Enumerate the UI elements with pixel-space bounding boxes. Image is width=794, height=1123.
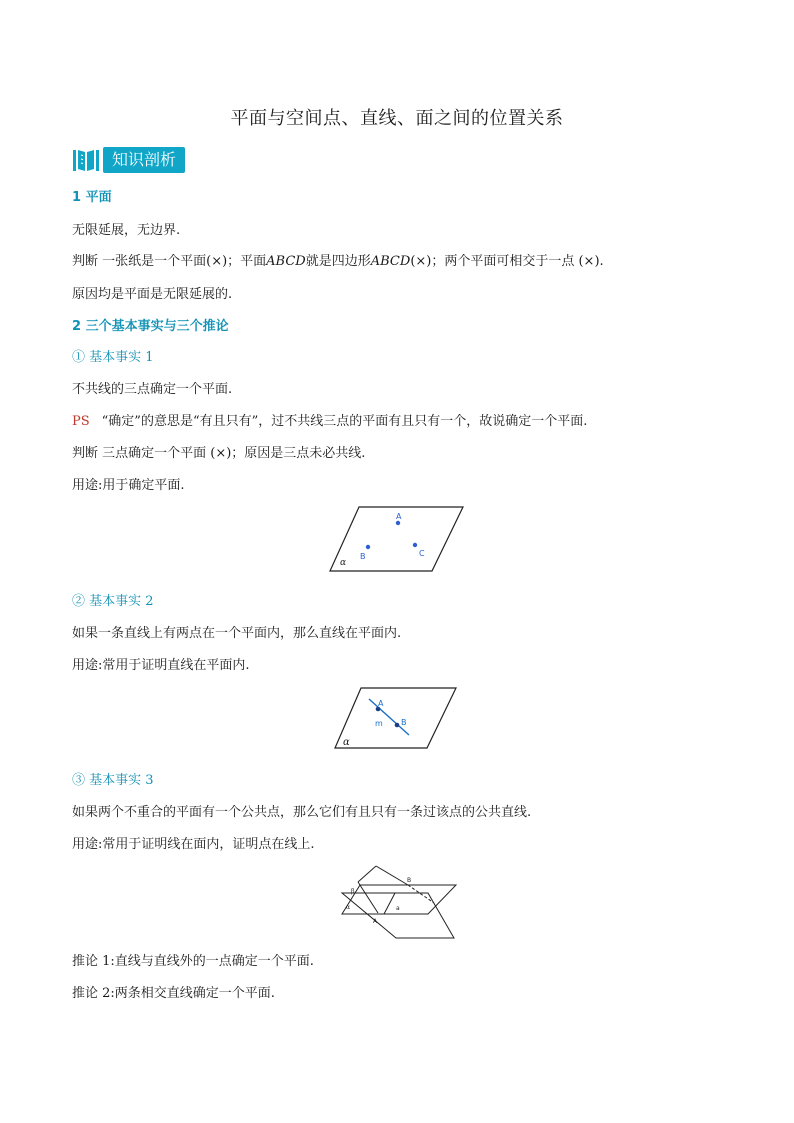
fact2-use: 用途:常用于证明直线在平面内. — [72, 658, 250, 673]
fact3-use: 用途:常用于证明线在面内，证明点在线上. — [72, 837, 315, 852]
ps-tag: PS — [72, 414, 90, 429]
fact3-heading: ③ 基本事实 3 — [72, 773, 154, 788]
line-m — [369, 699, 409, 735]
point-c — [413, 543, 417, 547]
point-b — [395, 723, 400, 728]
label-a-point: A — [373, 918, 378, 925]
plane-parallelogram — [335, 688, 456, 748]
figure-two-planes-intersect — [338, 860, 460, 940]
label-line-a: a — [396, 905, 400, 912]
label-a: A — [378, 699, 384, 708]
math-abcd: ABCD — [266, 254, 306, 269]
open-book-icon — [72, 147, 100, 173]
label-alpha: α — [340, 558, 347, 568]
banner-label: 知识剖析 — [103, 147, 185, 173]
corollary-1: 推论 1:直线与直线外的一点确定一个平面. — [72, 954, 314, 969]
ps-text: “确定”的意思是“有且只有”，过不共线三点的平面有且只有一个，故说确定一个平面. — [101, 414, 588, 429]
section-heading-plane: 1 平面 — [72, 190, 112, 205]
label-m: m — [375, 719, 383, 728]
judgement-text-b: 就是四边形 — [305, 254, 371, 269]
fact2-statement: 如果一条直线上有两点在一个平面内，那么直线在平面内. — [72, 626, 402, 641]
hidden-edge — [408, 885, 434, 903]
label-b: B — [360, 552, 366, 561]
point-b — [366, 545, 370, 549]
label-a: A — [396, 512, 402, 521]
math-abcd: ABCD — [370, 254, 411, 269]
plane-judgement — [72, 250, 604, 269]
fact1-statement: 不共线的三点确定一个平面. — [72, 382, 233, 397]
figure-three-points-plane — [326, 503, 466, 575]
page-title: 平面与空间点、直线、面之间的位置关系 — [230, 108, 564, 129]
fact1-ps — [72, 410, 587, 429]
judgement-text-a: 判断 一张纸是一个平面(×)；平面 — [72, 254, 267, 269]
line-a — [384, 893, 395, 914]
label-c: C — [419, 549, 425, 558]
judgement-text-c: (×)；两个平面可相交于一点 (×). — [410, 254, 604, 269]
label-beta: β — [351, 888, 355, 895]
plane-definition: 无限延展，无边界. — [72, 223, 181, 238]
plane-reason: 原因均是平面是无限延展的. — [72, 287, 233, 302]
fact1-judgement: 判断 三点确定一个平面 (×)；原因是三点未必共线. — [72, 446, 366, 461]
section-heading-facts: 2 三个基本事实与三个推论 — [72, 319, 229, 334]
label-b: B — [401, 718, 407, 727]
label-alpha: α — [343, 737, 350, 748]
fact1-heading: ① 基本事实 1 — [72, 350, 154, 365]
fact3-statement: 如果两个不重合的平面有一个公共点，那么它们有且只有一条过该点的公共直线. — [72, 805, 532, 820]
fact2-heading: ② 基本事实 2 — [72, 594, 154, 609]
fact1-use: 用途:用于确定平面. — [72, 478, 185, 493]
label-b: B — [407, 877, 412, 884]
corollary-2: 推论 2:两条相交直线确定一个平面. — [72, 986, 275, 1001]
edge-top-right — [376, 866, 408, 885]
figure-line-in-plane — [331, 685, 459, 751]
label-alpha: α — [346, 904, 351, 911]
point-a — [396, 521, 400, 525]
section-banner — [72, 146, 185, 174]
edge-top-left — [358, 866, 376, 882]
plane-beta — [342, 893, 454, 938]
